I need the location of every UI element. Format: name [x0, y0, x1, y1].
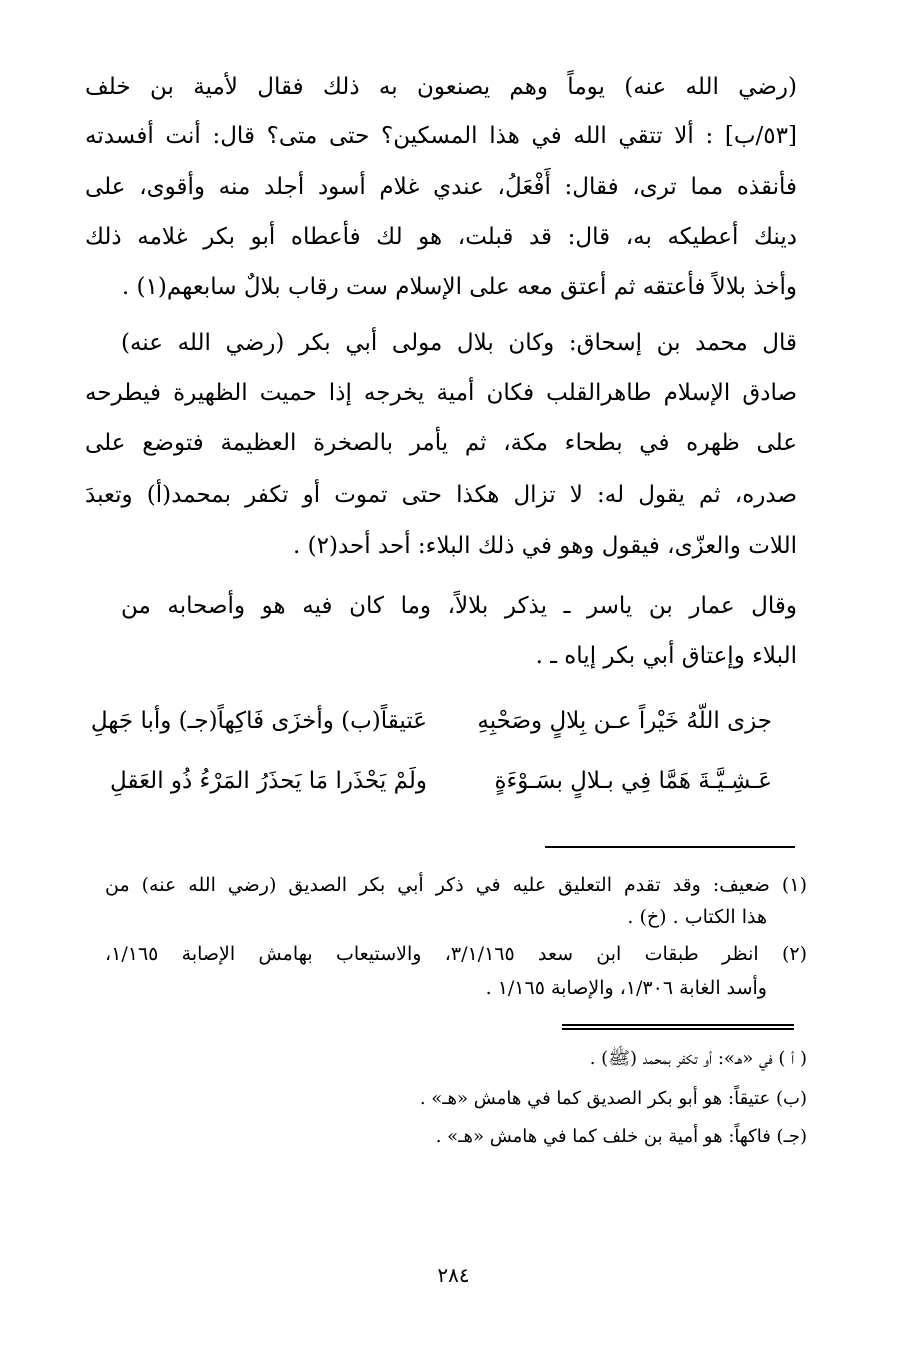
- margin-notes-separator: [562, 1024, 794, 1030]
- text-line: على ظهره في بطحاء مكة، ثم يأمر بالصخرة العظيمة فتوضع على: [85, 430, 797, 456]
- poem-verse-2-first-hemistich: عَـشِـيَّـةَ هَمَّا فِي بـلالٍ بسَـوْءَةٍ: [494, 768, 772, 794]
- margin-note: (ب) عتيقاً: هو أبو بكر الصديق كما في هامش «هـ» .: [419, 1088, 807, 1109]
- text-line: (رضي الله عنه) يوماً وهم يصنعون به ذلك فقال لأمية بن خلف: [85, 74, 797, 100]
- poem-verse-2-second-hemistich: ولَمْ يَحْذَرا مَا يَحذَرُ المَرْءُ ذُو العَقلِ: [110, 768, 427, 794]
- margin-note: ( أ ) في «هـ»: أو تكفر بمحمد (ﷺ) .: [589, 1048, 807, 1069]
- page-number: ٢٨٤: [437, 1263, 470, 1287]
- footnote-1-line: هذا الكتاب . (خ) .: [627, 906, 767, 928]
- margin-note: (جـ) فاكهاً: هو أمية بن خلف كما في هامش «هـ» .: [435, 1126, 807, 1147]
- footnote-2-line: وأسد الغابة ١/٣٠٦، والإصابة ١/١٦٥ .: [485, 977, 767, 999]
- footnote-1-line: (١) ضعيف: وقد تقدم التعليق عليه في ذكر أبي بكر الصديق (رضي الله عنه) من: [105, 874, 807, 896]
- text-line: اللات والعزّى، فيقول وهو في ذلك البلاء: أحد أحد(٢) .: [293, 533, 797, 559]
- footnote-2-line: (٢) انظر طبقات ابن سعد ٣/١/١٦٥، والاستيعاب بهامش الإصابة ١/١٦٥،: [105, 943, 807, 965]
- poem-verse-1-second-hemistich: عَتيقاً(ب) وأخزَى فَاكِهاً(جـ) وأبا جَهلِ: [90, 708, 427, 734]
- text-line: وقال عمار بن ياسر ـ يذكر بلالاً، وما كان فيه هو وأصحابه من: [121, 593, 797, 619]
- text-line: وأخذ بلالاً فأعتقه ثم أعتق معه على الإسلام ست رقاب بلالٌ سابعهم(١) .: [121, 274, 797, 300]
- footnote-separator: [545, 846, 795, 848]
- text-line: فأنقذه مما ترى، فقال: أَفْعَلُ، عندي غلام أسود أجلد منه وأقوى، على: [85, 174, 797, 200]
- text-line: [٥٣/ب] : ألا تتقي الله في هذا المسكين؟ حتى متى؟ قال: أنت أفسدته: [85, 123, 797, 149]
- text-line: دينك أعطيكه به، قال: قد قبلت، هو لك فأعطاه أبو بكر غلامه ذلك: [85, 224, 797, 250]
- text-line: صدره، ثم يقول له: لا تزال هكذا حتى تموت أو تكفر بمحمد(أ) وتعبدَ: [85, 482, 797, 508]
- text-line: البلاء وإعتاق أبي بكر إياه ـ .: [535, 643, 797, 669]
- text-line: صادق الإسلام طاهرالقلب فكان أمية يخرجه إذا حميت الظهيرة فيطرحه: [85, 380, 797, 406]
- poem-verse-1-first-hemistich: جزى اللّهُ خَيْراً عـن بِلالٍ وصَحْبِهِ: [477, 708, 772, 734]
- text-line: قال محمد بن إسحاق: وكان بلال مولى أبي بكر (رضي الله عنه): [121, 330, 797, 356]
